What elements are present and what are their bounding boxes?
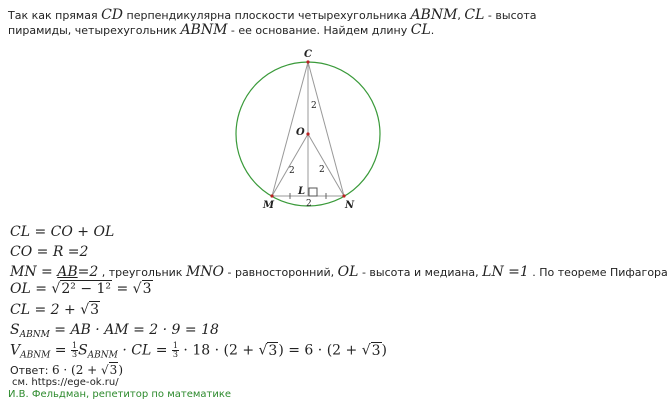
line3-text-3: - высота и медиана, <box>358 266 483 279</box>
eq-volume-sqrt: 3 <box>268 342 278 359</box>
length-mn: 2 <box>306 199 312 209</box>
fraction-numerator: 1 <box>71 341 78 350</box>
intro-text-3: , <box>457 9 465 22</box>
line3-text-1: , треугольник <box>98 266 186 279</box>
intro-text-6: . <box>430 24 435 37</box>
segment-cn <box>308 62 344 196</box>
eq-volume-rest: · 18 · (2 + <box>178 342 259 359</box>
eq-ol-lhs: OL = <box>10 281 47 297</box>
eq-cl-result: 3 <box>90 302 100 318</box>
eq-volume-end: ) <box>381 342 388 359</box>
intro-text-4: - высота пирамиды, четырехугольник <box>8 9 537 37</box>
solution-line-2 <box>10 244 88 260</box>
eq-volume-equals: = <box>50 342 71 359</box>
eq-cl-lhs: CL = 2 + <box>10 302 81 318</box>
solution-line-5 <box>10 302 100 318</box>
answer-end: ) <box>118 363 123 377</box>
segment-on <box>308 134 344 196</box>
label-c: C <box>304 49 312 60</box>
answer-value: 6 · (2 + <box>51 363 102 377</box>
fraction-numerator-2: 1 <box>172 341 178 350</box>
eq-volume-mid: · CL = <box>117 342 172 359</box>
footer-link[interactable]: см. https://ege-ok.ru/ <box>12 377 119 388</box>
eq-ln: LN =1 <box>482 264 529 280</box>
eq-volume-sub: ABNM <box>20 350 51 361</box>
sqrt-icon: √ <box>51 281 61 297</box>
eq-ol: OL <box>337 264 359 280</box>
intro-math-abnm: ABNM <box>410 7 458 23</box>
length-on: 2 <box>319 165 325 175</box>
solution-line-1 <box>10 224 114 240</box>
eq-area-rhs: = AB · AM = 2 · 9 = 18 <box>49 322 219 338</box>
eq-mno: MNO <box>185 264 224 280</box>
label-m: M <box>263 200 275 211</box>
point-m <box>270 194 273 197</box>
answer-label: Ответ: <box>10 364 52 377</box>
label-o: O <box>296 127 305 138</box>
eq-mn-value: =2 <box>77 264 99 280</box>
length-co: 2 <box>311 101 317 111</box>
answer-sqrt: 3 <box>109 363 118 377</box>
fraction-denominator-2: 3 <box>172 350 178 359</box>
eq-ol-result: 3 <box>142 281 152 297</box>
eq-co-radius: CO = R =2 <box>10 244 89 260</box>
eq-volume-s: S <box>78 342 88 359</box>
sqrt-icon-2: √ <box>132 281 142 297</box>
intro-math-cd: CD <box>101 7 124 23</box>
intro-math-abnm-2: ABNM <box>180 22 228 38</box>
footer-author: И.В. Фельдман, репетитор по математике <box>8 389 232 400</box>
eq-area-sub: ABNM <box>19 330 50 340</box>
point-c <box>306 60 309 63</box>
intro-text-2: перпендикулярна плоскости четырехугольника <box>123 9 411 22</box>
line3-text-2: - равносторонний, <box>224 266 338 279</box>
label-l: L <box>298 186 306 197</box>
sqrt-icon-5: √ <box>361 342 371 359</box>
eq-mn-lhs: MN = <box>10 264 53 280</box>
eq-cl-sum: CL = CO + OL <box>10 224 115 240</box>
eq-volume-close: ) = 6 · (2 + <box>278 342 362 359</box>
point-o <box>306 132 309 135</box>
eq-volume-s-sub: ABNM <box>87 350 118 361</box>
intro-math-cl-2: CL <box>410 22 431 38</box>
label-n: N <box>345 200 355 211</box>
intro-math-cl: CL <box>464 7 485 23</box>
sqrt-icon-3: √ <box>80 302 90 318</box>
point-n <box>342 194 345 197</box>
fraction-one-third <box>71 342 78 359</box>
solution-line-6 <box>10 322 219 343</box>
intro-text-5: - ее основание. Найдем длину <box>227 24 411 37</box>
fraction-denominator: 3 <box>71 350 78 359</box>
intro-text-1: Так как прямая <box>8 9 102 22</box>
eq-ol-radicand: 2² − 1² <box>61 281 112 297</box>
eq-volume-sqrt-2: 3 <box>371 342 381 359</box>
eq-volume-v: V <box>10 342 21 359</box>
fraction-one-third-2 <box>172 342 179 359</box>
sqrt-icon-4: √ <box>258 342 268 359</box>
eq-ol-equals: = <box>112 281 133 297</box>
eq-area-s: S <box>10 322 20 338</box>
line3-text-4: . По теореме Пифагора <box>528 266 668 279</box>
solution-line-4 <box>10 281 153 297</box>
length-om: 2 <box>289 166 295 176</box>
eq-ab: AB <box>57 264 78 280</box>
right-angle-marker <box>309 188 317 196</box>
solution-line-7 <box>10 342 387 364</box>
solution-line-3 <box>10 264 668 281</box>
sqrt-icon-6: √ <box>101 363 109 377</box>
